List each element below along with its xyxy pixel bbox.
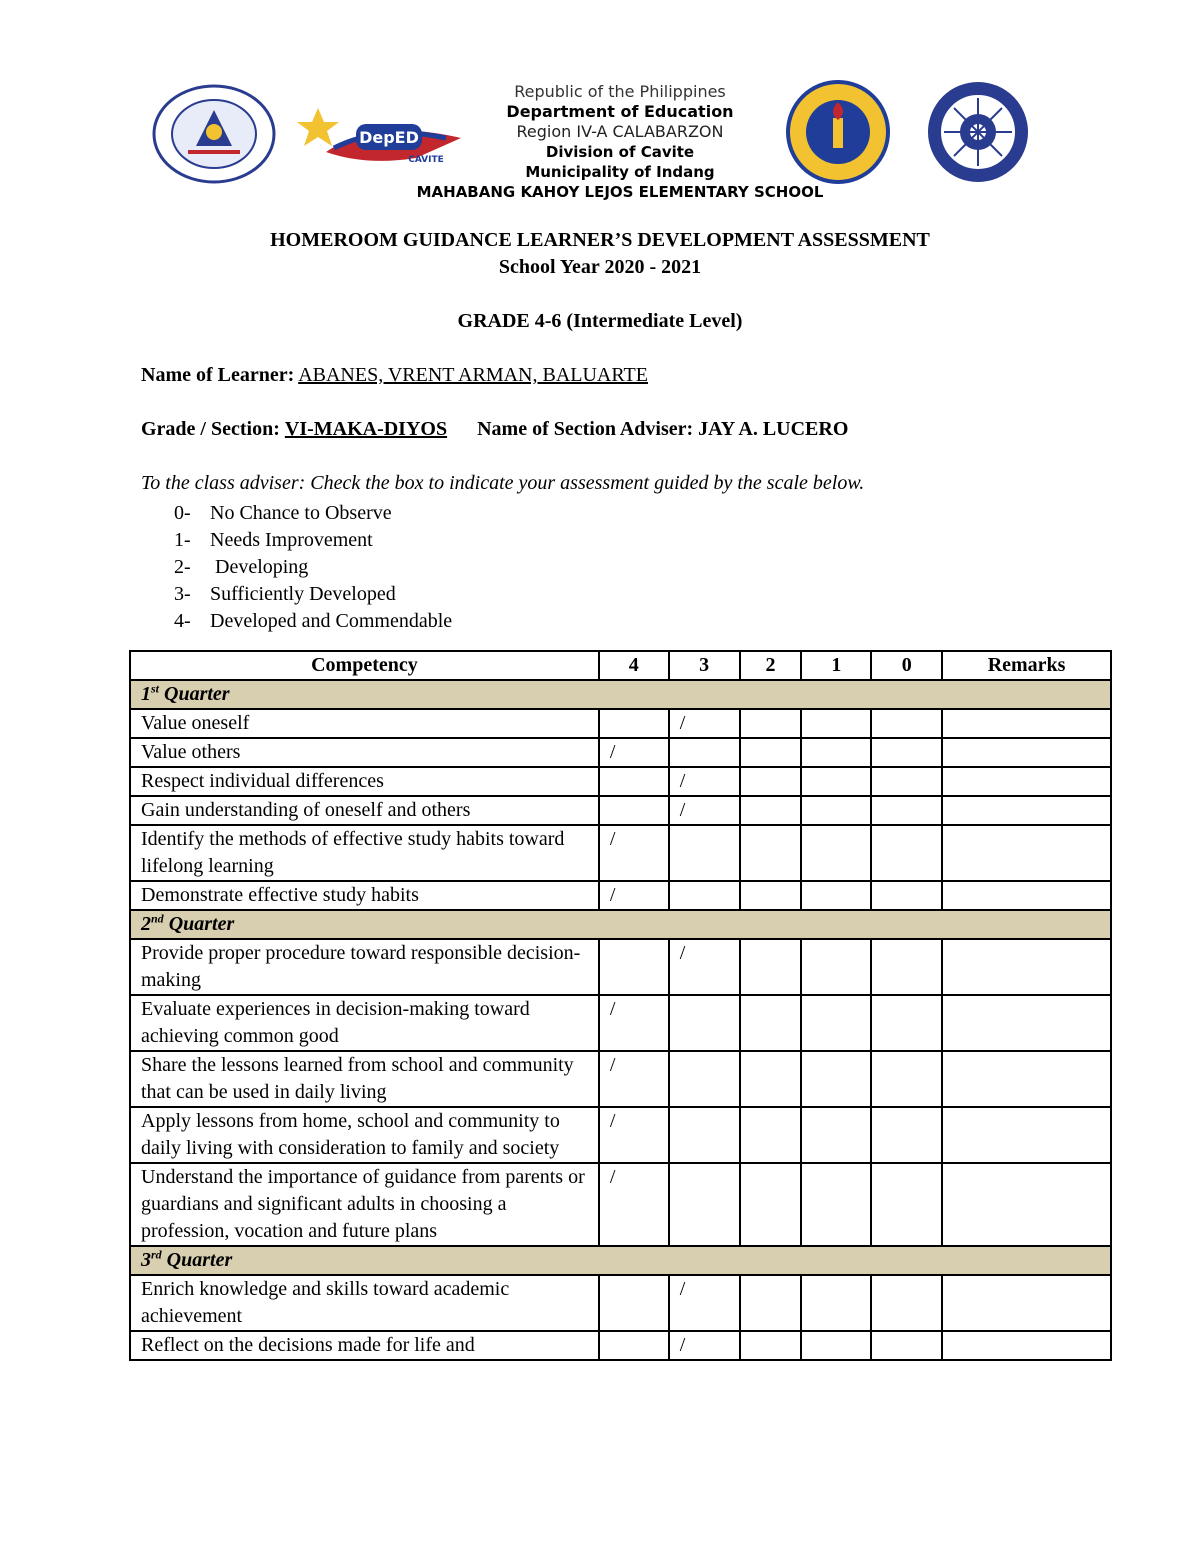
rating-cell-2[interactable] <box>740 1163 802 1246</box>
rating-cell-2[interactable] <box>740 825 802 881</box>
rating-cell-4[interactable] <box>599 1163 669 1246</box>
competency-cell: Reflect on the decisions made for life and <box>130 1331 599 1360</box>
rating-cell-0[interactable] <box>871 738 942 767</box>
remarks-cell[interactable] <box>942 995 1111 1051</box>
competency-cell: Provide proper procedure toward responsible decision-making <box>130 939 599 995</box>
rating-cell-4[interactable] <box>599 796 669 825</box>
table-row <box>130 738 1111 767</box>
form-title: HOMEROOM GUIDANCE LEARNER’S DEVELOPMENT ASSESSMENT <box>270 229 930 251</box>
rating-cell-1[interactable] <box>801 1107 871 1163</box>
competency-cell: Value oneself <box>130 709 599 738</box>
rating-scale <box>174 500 452 635</box>
rating-cell-0[interactable] <box>871 1051 942 1107</box>
remarks-cell[interactable] <box>942 1275 1111 1331</box>
section-name: VI-MAKA-DIYOS <box>284 418 448 440</box>
check-mark: / <box>679 1334 686 1356</box>
check-mark: / <box>609 1054 616 1076</box>
competency-cell: Understand the importance of guidance from parents or guardians and significant adults in choosing a profession, vocation and future plans <box>130 1163 599 1246</box>
check-mark: / <box>609 1110 616 1132</box>
table-row <box>130 825 1111 881</box>
rating-cell-2[interactable] <box>740 995 802 1051</box>
competency-cell: Evaluate experiences in decision-making toward achieving common good <box>130 995 599 1051</box>
rating-cell-3[interactable] <box>669 881 740 910</box>
table-header-row <box>130 651 1111 680</box>
quarter-row <box>130 910 1111 939</box>
rating-cell-3[interactable] <box>669 796 740 825</box>
rating-cell-1[interactable] <box>801 995 871 1051</box>
remarks-cell[interactable] <box>942 939 1111 995</box>
region-line: Region IV-A CALABARZON <box>516 122 724 141</box>
svg-text:CAVITE: CAVITE <box>408 155 444 165</box>
rating-cell-1[interactable] <box>801 738 871 767</box>
rating-cell-2[interactable] <box>740 738 802 767</box>
rating-cell-0[interactable] <box>871 939 942 995</box>
adviser-label: Name of Section Adviser: <box>477 418 694 440</box>
letterhead <box>0 78 1200 208</box>
rating-cell-2[interactable] <box>740 796 802 825</box>
check-mark: / <box>679 942 686 964</box>
remarks-cell[interactable] <box>942 738 1111 767</box>
rating-cell-0[interactable] <box>871 825 942 881</box>
remarks-cell[interactable] <box>942 709 1111 738</box>
scale-item: 1- Needs Improvement <box>174 529 373 551</box>
rating-cell-1[interactable] <box>801 1051 871 1107</box>
quarter-row <box>130 680 1111 709</box>
rating-cell-3[interactable] <box>669 709 740 738</box>
rating-cell-4[interactable] <box>599 709 669 738</box>
table-row <box>130 709 1111 738</box>
remarks-cell[interactable] <box>942 796 1111 825</box>
rating-cell-2[interactable] <box>740 1107 802 1163</box>
table-row <box>130 995 1111 1051</box>
rating-cell-0[interactable] <box>871 1331 942 1360</box>
assessment-table <box>129 650 1112 1361</box>
rating-cell-0[interactable] <box>871 767 942 796</box>
rating-cell-3[interactable] <box>669 1275 740 1331</box>
republic-line: Republic of the Philippines <box>514 82 726 101</box>
rating-cell-0[interactable] <box>871 709 942 738</box>
rating-cell-1[interactable] <box>801 1163 871 1246</box>
rating-cell-1[interactable] <box>801 767 871 796</box>
rating-cell-3[interactable] <box>669 995 740 1051</box>
scale-item: 2- Developing <box>174 556 309 578</box>
rating-cell-0[interactable] <box>871 881 942 910</box>
remarks-cell[interactable] <box>942 1331 1111 1360</box>
rating-cell-1[interactable] <box>801 796 871 825</box>
rating-cell-0[interactable] <box>871 995 942 1051</box>
remarks-cell[interactable] <box>942 1163 1111 1246</box>
rating-cell-3[interactable] <box>669 825 740 881</box>
competency-cell: Demonstrate effective study habits <box>130 881 599 910</box>
scale-item: 4- Developed and Commendable <box>174 610 453 632</box>
rating-cell-1[interactable] <box>801 1331 871 1360</box>
rating-cell-0[interactable] <box>871 796 942 825</box>
rating-cell-4[interactable] <box>599 1107 669 1163</box>
department-line: Department of Education <box>506 102 734 121</box>
rating-cell-3[interactable] <box>669 1331 740 1360</box>
check-mark: / <box>609 1166 616 1188</box>
rating-cell-1[interactable] <box>801 1275 871 1331</box>
school-year: School Year 2020 - 2021 <box>498 256 702 278</box>
quarter-label: 2nd Quarter <box>130 910 1111 939</box>
rating-cell-4[interactable] <box>599 825 669 881</box>
quarter-row <box>130 1246 1111 1275</box>
learner-line <box>141 364 648 387</box>
instruction-text: To the class adviser: Check the box to indicate your assessment guided by the scale below. <box>141 472 865 494</box>
check-mark: / <box>679 770 686 792</box>
header-0: 0 <box>871 651 942 680</box>
rating-cell-4[interactable] <box>599 995 669 1051</box>
indang-seal-icon <box>776 80 900 184</box>
header-2: 2 <box>740 651 802 680</box>
header-3: 3 <box>669 651 740 680</box>
rating-cell-2[interactable] <box>740 1331 802 1360</box>
learner-label: Name of Learner: <box>141 364 295 386</box>
table-row <box>130 1051 1111 1107</box>
table-row <box>130 939 1111 995</box>
division-line: Division of Cavite <box>545 143 695 161</box>
rating-cell-2[interactable] <box>740 1275 802 1331</box>
svg-text:DepED: DepED <box>359 128 419 147</box>
competency-cell: Enrich knowledge and skills toward academic achievement <box>130 1275 599 1331</box>
rating-cell-2[interactable] <box>740 1051 802 1107</box>
table-row <box>130 796 1111 825</box>
school-seal-icon <box>916 80 1040 184</box>
rating-cell-0[interactable] <box>871 1275 942 1331</box>
competency-cell: Identify the methods of effective study habits toward lifelong learning <box>130 825 599 881</box>
header-1: 1 <box>801 651 871 680</box>
rating-cell-1[interactable] <box>801 709 871 738</box>
section-line <box>141 418 848 441</box>
table-row <box>130 1107 1111 1163</box>
remarks-cell[interactable] <box>942 881 1111 910</box>
rating-cell-4[interactable] <box>599 881 669 910</box>
table-row <box>130 1275 1111 1331</box>
section-label: Grade / Section: <box>141 418 280 440</box>
competency-cell: Apply lessons from home, school and community to daily living with consideration to family and society <box>130 1107 599 1163</box>
rating-cell-3[interactable] <box>669 1107 740 1163</box>
grade-level: GRADE 4-6 (Intermediate Level) <box>457 310 743 332</box>
rating-cell-3[interactable] <box>669 738 740 767</box>
rating-cell-3[interactable] <box>669 767 740 796</box>
rating-cell-3[interactable] <box>669 939 740 995</box>
rating-cell-4[interactable] <box>599 767 669 796</box>
rating-cell-1[interactable] <box>801 939 871 995</box>
rating-cell-2[interactable] <box>740 709 802 738</box>
rating-cell-3[interactable] <box>669 1163 740 1246</box>
check-mark: / <box>609 884 616 906</box>
rating-cell-2[interactable] <box>740 881 802 910</box>
scale-item: 3- Sufficiently Developed <box>174 583 396 605</box>
adviser-name: JAY A. LUCERO <box>698 418 849 440</box>
check-mark: / <box>679 712 686 734</box>
table-row <box>130 881 1111 910</box>
rating-cell-1[interactable] <box>801 881 871 910</box>
rating-cell-4[interactable] <box>599 1331 669 1360</box>
check-mark: / <box>609 828 616 850</box>
table-row <box>130 767 1111 796</box>
check-mark: / <box>609 741 616 763</box>
deped-seal-icon <box>152 84 276 184</box>
school-name: MAHABANG KAHOY LEJOS ELEMENTARY SCHOOL <box>416 183 824 201</box>
check-mark: / <box>679 799 686 821</box>
competency-cell: Share the lessons learned from school and community that can be used in daily living <box>130 1051 599 1107</box>
competency-cell: Gain understanding of oneself and others <box>130 796 599 825</box>
municipality-line: Municipality of Indang <box>525 163 715 181</box>
table-row <box>130 1163 1111 1246</box>
competency-cell: Value others <box>130 738 599 767</box>
rating-cell-0[interactable] <box>871 1107 942 1163</box>
table-row <box>130 1331 1111 1360</box>
rating-cell-2[interactable] <box>740 767 802 796</box>
scale-item: 0- No Chance to Observe <box>174 502 392 524</box>
rating-cell-4[interactable] <box>599 1275 669 1331</box>
rating-cell-4[interactable] <box>599 939 669 995</box>
quarter-label: 3rd Quarter <box>130 1246 1111 1275</box>
remarks-cell[interactable] <box>942 1107 1111 1163</box>
rating-cell-3[interactable] <box>669 1051 740 1107</box>
competency-cell: Respect individual differences <box>130 767 599 796</box>
learner-name: ABANES, VRENT ARMAN, BALUARTE <box>298 364 648 386</box>
rating-cell-4[interactable] <box>599 1051 669 1107</box>
rating-cell-0[interactable] <box>871 1163 942 1246</box>
quarter-label: 1st Quarter <box>130 680 1111 709</box>
check-mark: / <box>679 1278 686 1300</box>
remarks-cell[interactable] <box>942 1051 1111 1107</box>
remarks-cell[interactable] <box>942 825 1111 881</box>
rating-cell-2[interactable] <box>740 939 802 995</box>
header-4: 4 <box>599 651 669 680</box>
remarks-cell[interactable] <box>942 767 1111 796</box>
rating-cell-4[interactable] <box>599 738 669 767</box>
header-competency: Competency <box>130 651 599 680</box>
rating-cell-1[interactable] <box>801 825 871 881</box>
check-mark: / <box>609 998 616 1020</box>
header-remarks: Remarks <box>942 651 1111 680</box>
